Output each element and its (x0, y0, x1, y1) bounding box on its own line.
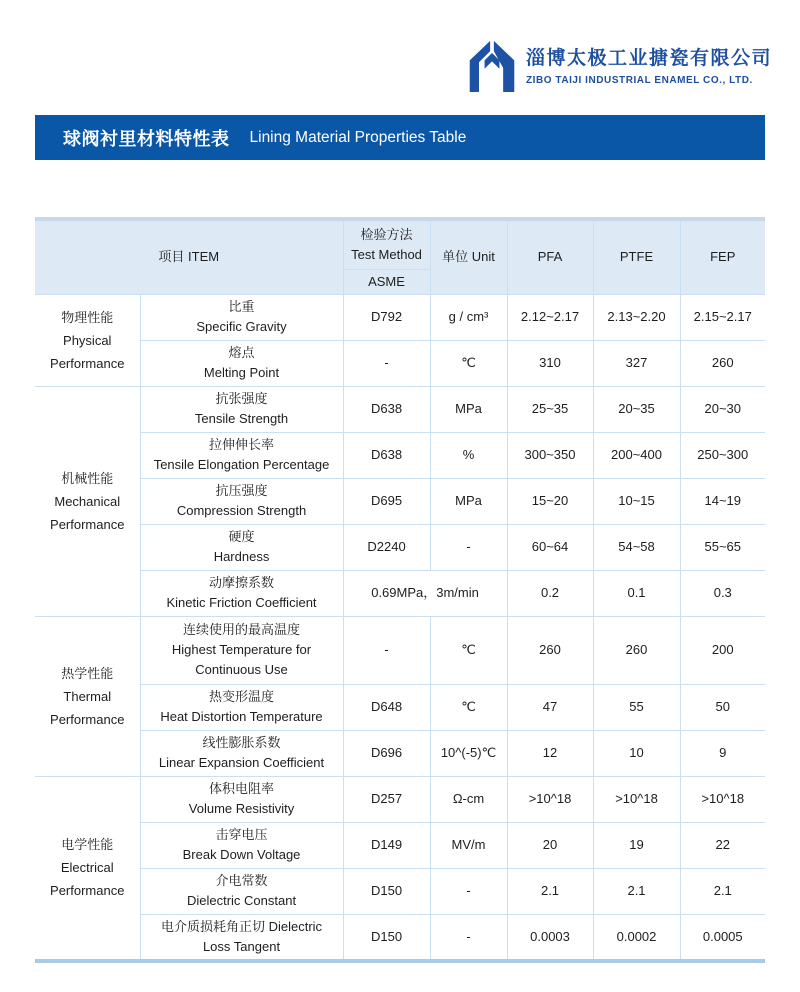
ptfe-value-cell: 0.1 (593, 570, 680, 616)
category-cell: 热学性能 Thermal Performance (35, 616, 140, 776)
property-name-cell: 熔点 Melting Point (140, 340, 343, 386)
pfa-value-cell: 47 (507, 684, 593, 730)
property-name-cell: 抗张强度 Tensile Strength (140, 386, 343, 432)
ptfe-value-cell: 2.1 (593, 868, 680, 914)
test-condition-cell: 0.69MPa，3m/min (343, 570, 507, 616)
test-method-cell: D695 (343, 478, 430, 524)
table-row (35, 616, 765, 684)
table-row (35, 730, 765, 776)
property-name-cell: 体积电阻率 Volume Resistivity (140, 776, 343, 822)
pfa-value-cell: 2.12~2.17 (507, 294, 593, 340)
taiji-logo-icon (466, 37, 518, 95)
ptfe-value-cell: 327 (593, 340, 680, 386)
unit-cell: Ω-cm (430, 776, 507, 822)
property-name-cell: 动摩擦系数 Kinetic Friction Coefficient (140, 570, 343, 616)
category-cell: 机械性能 Mechanical Performance (35, 386, 140, 616)
company-name-en: ZIBO TAIJI INDUSTRIAL ENAMEL CO., LTD. (525, 74, 753, 86)
test-method-cell: D648 (343, 684, 430, 730)
unit-cell: - (430, 914, 507, 961)
property-name-cell: 连续使用的最高温度 Highest Temperature for Continuous Use (140, 616, 343, 684)
ptfe-value-cell: 2.13~2.20 (593, 294, 680, 340)
unit-cell: % (430, 432, 507, 478)
unit-cell: ℃ (430, 616, 507, 684)
ptfe-value-cell: 200~400 (593, 432, 680, 478)
table-row (35, 822, 765, 868)
test-method-cell: D150 (343, 868, 430, 914)
test-method-cell: D792 (343, 294, 430, 340)
test-method-cell: D257 (343, 776, 430, 822)
unit-cell: - (430, 868, 507, 914)
fep-value-cell: 0.0005 (680, 914, 765, 961)
col-header-item: 项目 ITEM (35, 219, 343, 294)
fep-value-cell: 22 (680, 822, 765, 868)
test-method-cell: D638 (343, 432, 430, 478)
pfa-value-cell: 15~20 (507, 478, 593, 524)
ptfe-value-cell: 54~58 (593, 524, 680, 570)
fep-value-cell: 260 (680, 340, 765, 386)
table-row (35, 524, 765, 570)
unit-cell: ℃ (430, 340, 507, 386)
fep-value-cell: 55~65 (680, 524, 765, 570)
lining-material-properties-table (35, 217, 765, 963)
fep-value-cell: 200 (680, 616, 765, 684)
pfa-value-cell: 12 (507, 730, 593, 776)
ptfe-value-cell: 19 (593, 822, 680, 868)
property-name-cell: 拉伸伸长率 Tensile Elongation Percentage (140, 432, 343, 478)
ptfe-value-cell: 10 (593, 730, 680, 776)
unit-cell: MV/m (430, 822, 507, 868)
title-banner (35, 115, 765, 160)
table-row (35, 340, 765, 386)
col-header-fep: FEP (680, 219, 765, 294)
table-body (35, 294, 765, 961)
unit-cell: MPa (430, 386, 507, 432)
unit-cell: MPa (430, 478, 507, 524)
test-method-cell: - (343, 616, 430, 684)
ptfe-value-cell: 10~15 (593, 478, 680, 524)
test-method-cell: - (343, 340, 430, 386)
ptfe-value-cell: 260 (593, 616, 680, 684)
table-row (35, 868, 765, 914)
unit-cell: ℃ (430, 684, 507, 730)
ptfe-value-cell: >10^18 (593, 776, 680, 822)
col-header-ptfe: PTFE (593, 219, 680, 294)
ptfe-value-cell: 55 (593, 684, 680, 730)
property-name-cell: 线性膨胀系数 Linear Expansion Coefficient (140, 730, 343, 776)
col-header-unit: 单位 Unit (430, 219, 507, 294)
ptfe-value-cell: 20~35 (593, 386, 680, 432)
table-row (35, 570, 765, 616)
fep-value-cell: 9 (680, 730, 765, 776)
table-row (35, 684, 765, 730)
fep-value-cell: 2.1 (680, 868, 765, 914)
pfa-value-cell: >10^18 (507, 776, 593, 822)
fep-value-cell: 2.15~2.17 (680, 294, 765, 340)
fep-value-cell: 250~300 (680, 432, 765, 478)
property-name-cell: 热变形温度 Heat Distortion Temperature (140, 684, 343, 730)
table-header (35, 219, 765, 294)
pfa-value-cell: 60~64 (507, 524, 593, 570)
page-title-cn: 球阀衬里材料特性表 (63, 128, 230, 149)
pfa-value-cell: 0.2 (507, 570, 593, 616)
table-row (35, 478, 765, 524)
company-name-cn: 淄博太极工业搪瓷有限公司 (525, 47, 772, 69)
fep-value-cell: 14~19 (680, 478, 765, 524)
fep-value-cell: >10^18 (680, 776, 765, 822)
test-method-cell: D638 (343, 386, 430, 432)
pfa-value-cell: 310 (507, 340, 593, 386)
col-header-asme: ASME (343, 269, 430, 294)
unit-cell: g / cm³ (430, 294, 507, 340)
test-method-cell: D2240 (343, 524, 430, 570)
property-name-cell: 硬度 Hardness (140, 524, 343, 570)
table-row (35, 914, 765, 961)
pfa-value-cell: 0.0003 (507, 914, 593, 961)
pfa-value-cell: 2.1 (507, 868, 593, 914)
category-cell: 电学性能 Electrical Performance (35, 776, 140, 961)
unit-cell: 10^(-5)℃ (430, 730, 507, 776)
table-row (35, 386, 765, 432)
table-row (35, 294, 765, 340)
unit-cell: - (430, 524, 507, 570)
page-title-en: Lining Material Properties Table (249, 128, 467, 146)
property-name-cell: 比重 Specific Gravity (140, 294, 343, 340)
pfa-value-cell: 25~35 (507, 386, 593, 432)
pfa-value-cell: 300~350 (507, 432, 593, 478)
property-name-cell: 介电常数 Dielectric Constant (140, 868, 343, 914)
pfa-value-cell: 20 (507, 822, 593, 868)
col-header-pfa: PFA (507, 219, 593, 294)
pfa-value-cell: 260 (507, 616, 593, 684)
company-logo (466, 37, 772, 95)
table-row (35, 776, 765, 822)
fep-value-cell: 0.3 (680, 570, 765, 616)
fep-value-cell: 20~30 (680, 386, 765, 432)
property-name-cell: 抗压强度 Compression Strength (140, 478, 343, 524)
test-method-cell: D150 (343, 914, 430, 961)
category-cell: 物理性能 Physical Performance (35, 294, 140, 386)
property-name-cell: 击穿电压 Break Down Voltage (140, 822, 343, 868)
fep-value-cell: 50 (680, 684, 765, 730)
col-header-test-method: 检验方法 Test Method (343, 219, 430, 269)
test-method-cell: D149 (343, 822, 430, 868)
ptfe-value-cell: 0.0002 (593, 914, 680, 961)
table-row (35, 432, 765, 478)
test-method-cell: D696 (343, 730, 430, 776)
property-name-cell: 电介质损耗角正切 Dielectric Loss Tangent (140, 914, 343, 961)
